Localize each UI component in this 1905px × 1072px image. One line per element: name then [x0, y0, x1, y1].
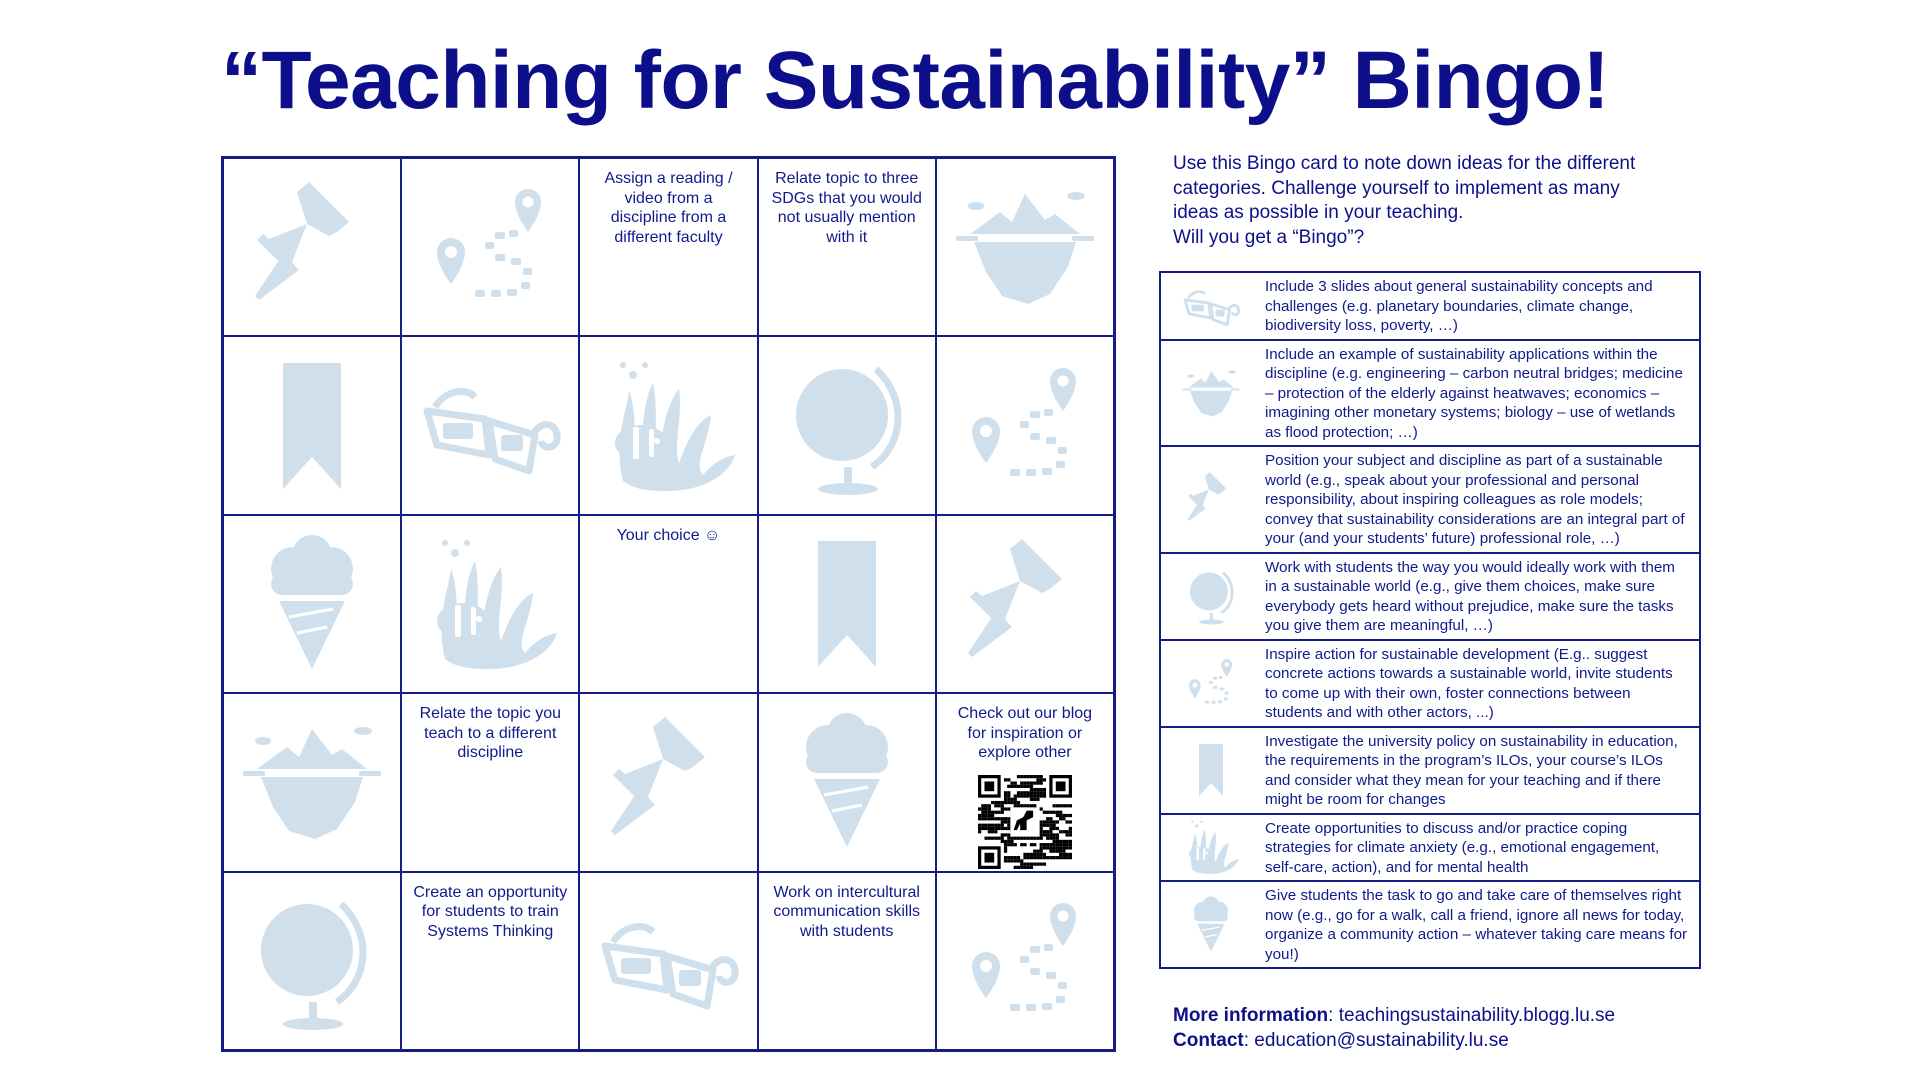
bingo-cell: [758, 158, 936, 336]
bookmark-icon: [772, 529, 922, 679]
instructions-line: ideas as possible in your teaching.: [1173, 202, 1464, 223]
bingo-cell-text: Work on intercultural communication skills with students: [773, 883, 921, 940]
page-title: “Teaching for Sustainability” Bingo!: [221, 35, 1610, 126]
globe-icon: [772, 351, 922, 501]
route-pins-icon: [415, 172, 565, 322]
legend-icon-cell: [1161, 882, 1261, 967]
footer-info: [1173, 1003, 1615, 1053]
more-information: [1173, 1003, 1615, 1028]
bingo-cell: [758, 336, 936, 514]
bingo-cell: [401, 336, 579, 514]
bingo-cell: [223, 336, 401, 514]
legend-icon-cell: [1161, 341, 1261, 446]
bingo-cell: [758, 872, 936, 1050]
iceberg-icon: [237, 707, 387, 857]
bookmark-icon: [1170, 739, 1252, 801]
instructions: [1173, 152, 1673, 250]
contact-label: Contact: [1173, 1030, 1244, 1051]
pushpin-icon: [950, 529, 1100, 679]
pushpin-icon: [237, 172, 387, 322]
bingo-cell: [401, 693, 579, 871]
instructions-line: Will you get a “Bingo”?: [1173, 226, 1365, 248]
bingo-cell-text: Create an opportunity for students to train Systems Thinking: [413, 883, 568, 940]
iceberg-icon: [950, 172, 1100, 322]
legend-row: [1161, 641, 1699, 728]
bingo-cell: [401, 158, 579, 336]
legend-icon-cell: [1161, 554, 1261, 639]
bingo-cell-text: Relate the topic you teach to a different discipline: [419, 705, 561, 762]
legend-icon-cell: [1161, 728, 1261, 813]
legend-icon-cell: [1161, 447, 1261, 552]
3d-glasses-icon: [415, 351, 565, 501]
bingo-cell: [223, 515, 401, 693]
legend-text: Include an example of sustainability applications within the discipline (e.g. engineering – carbon neutral bridges; medicine – protection of the elderly against heatwaves; economics – imagining other monetary systems; biology – use of wetlands as flood protection; …): [1265, 345, 1683, 441]
legend-row: [1161, 554, 1699, 641]
bingo-cell-text: Relate topic to three SDGs that you would not usually mention with it: [771, 170, 922, 246]
3d-glasses-icon: [1170, 275, 1252, 337]
legend-icon-cell: [1161, 273, 1261, 339]
clownfish-anemone-icon: [1170, 816, 1252, 878]
iceberg-icon: [1170, 362, 1252, 424]
instructions-line: Use this Bingo card to note down ideas for the different: [1173, 153, 1636, 174]
bingo-cell: [401, 872, 579, 1050]
bingo-cell: [758, 515, 936, 693]
bingo-cell-text: Check out our blog for inspiration or explore other: [957, 705, 1093, 762]
legend-text: Inspire action for sustainable development (E.g.. suggest concrete actions towards a sustainable world, invite students to come up with their own, foster connections between students and with other actors, ...): [1265, 645, 1673, 721]
pushpin-icon: [593, 707, 743, 857]
bingo-cell: [579, 336, 757, 514]
ice-cream-icon: [772, 707, 922, 857]
bingo-cell: [579, 693, 757, 871]
legend-row: [1161, 882, 1699, 967]
category-legend: [1159, 271, 1701, 969]
bingo-cell: [223, 693, 401, 871]
bingo-cell-text: Assign a reading / video from a discipline from a different faculty: [604, 170, 733, 246]
legend-row: [1161, 341, 1699, 448]
contact: [1173, 1028, 1615, 1053]
globe-icon: [237, 886, 387, 1036]
ice-cream-icon: [1170, 894, 1252, 956]
legend-text: Create opportunities to discuss and/or practice coping strategies for climate anxiety (e.g., emotional engagement, self-care, action), and for mental health: [1265, 819, 1660, 876]
legend-text: Include 3 slides about general sustainability concepts and challenges (e.g. planetary boundaries, climate change, biodiversity loss, poverty, …): [1265, 278, 1653, 334]
legend-row: [1161, 447, 1699, 554]
legend-icon-cell: [1161, 815, 1261, 881]
bingo-cell: [579, 872, 757, 1050]
bingo-cell: [936, 693, 1114, 871]
bingo-cell: [758, 693, 936, 871]
3d-glasses-icon: [593, 886, 743, 1036]
legend-row: [1161, 273, 1699, 341]
legend-icon-cell: [1161, 641, 1261, 726]
bingo-cell: [936, 872, 1114, 1050]
pushpin-icon: [1170, 468, 1252, 530]
clownfish-anemone-icon: [415, 529, 565, 679]
ice-cream-icon: [237, 529, 387, 679]
legend-text: Give students the task to go and take care of themselves right now (e.g., go for a walk, call a friend, ignore all news for today, organize a community action – whatever taking care means for you!): [1265, 887, 1688, 963]
more-information-label: More information: [1173, 1005, 1329, 1026]
bingo-cell: [579, 515, 757, 693]
bingo-cell: [936, 158, 1114, 336]
instructions-line: categories. Challenge yourself to implement as many: [1173, 177, 1620, 199]
route-pins-icon: [1170, 652, 1252, 714]
globe-icon: [1170, 565, 1252, 627]
clownfish-anemone-icon: [593, 351, 743, 501]
route-pins-icon: [950, 886, 1100, 1036]
bingo-cell-text: Your choice ☺: [616, 526, 721, 544]
bingo-cell: [936, 336, 1114, 514]
bookmark-icon: [237, 351, 387, 501]
legend-text: Investigate the university policy on sustainability in education, the requirements in the program’s ILOs, your course’s ILOs and consider what they mean for your teaching and if there might be room for changes: [1265, 732, 1678, 808]
bingo-cell: [401, 515, 579, 693]
legend-row: [1161, 815, 1699, 883]
bingo-cell: [223, 872, 401, 1050]
blog-link[interactable]: : teachingsustainability.blogg.lu.se: [1328, 1005, 1616, 1026]
bingo-cell: [223, 158, 401, 336]
route-pins-icon: [950, 351, 1100, 501]
qr-code-icon: [978, 775, 1072, 869]
legend-text: Work with students the way you would ideally work with them in a sustainable world (e.g., give them choices, make sure everybody gets heard without prejudice, make sure the tasks you give them are meaningful, …): [1265, 558, 1675, 634]
legend-text: Position your subject and discipline as part of a sustainable world (e.g., speak about your professional and personal responsibility, about inspiring colleagues as role models; convey that sustainability considerations are an integral part of your (and your students’ future) professional role, …): [1265, 452, 1685, 547]
bingo-cell: [579, 158, 757, 336]
bingo-card: [221, 156, 1116, 1052]
contact-email[interactable]: : education@sustainability.lu.se: [1243, 1030, 1509, 1051]
bingo-cell: [936, 515, 1114, 693]
legend-row: [1161, 728, 1699, 815]
